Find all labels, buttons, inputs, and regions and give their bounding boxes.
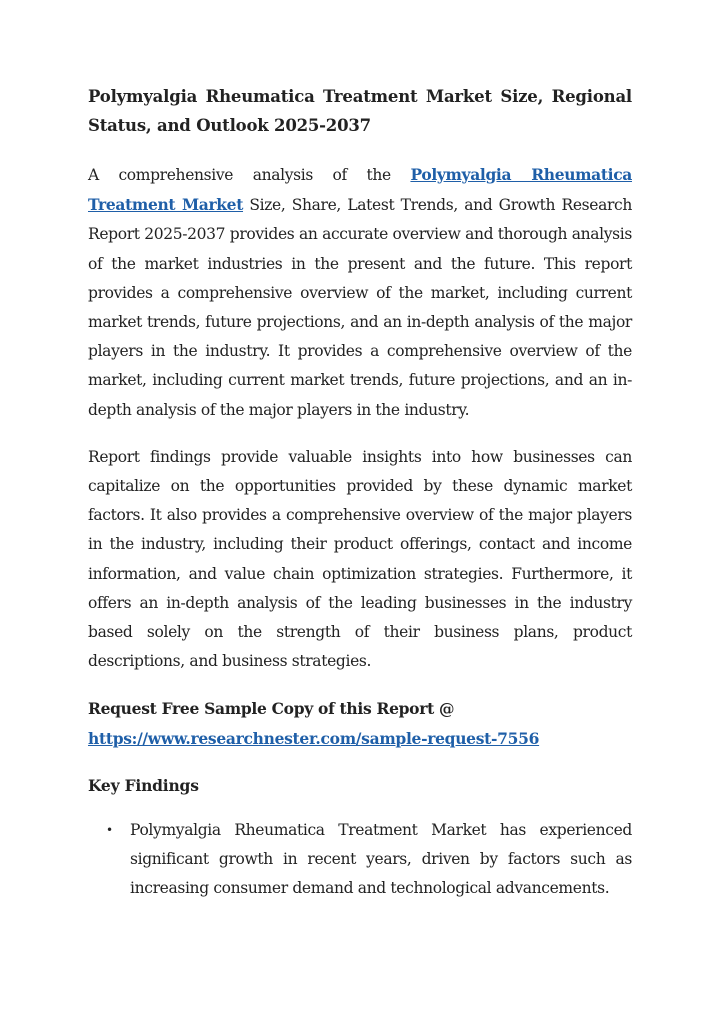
document-title: Polymyalgia Rheumatica Treatment Market Size, Regional Status, and Outlook 2025-2037 (88, 87, 632, 135)
bullet-icon: • (106, 822, 113, 837)
sample-request-link[interactable]: https://www.researchnester.com/sample-request-7556 (88, 728, 540, 748)
findings-paragraph: Report findings provide valuable insights into how businesses can capitalize on the opportunities provided by these dynamic market factors. It also provides a comprehensive overview of the major players in the industry, including their product offerings, contact and income information, and value chain optimization strategies. Furthermore, it offers an in-depth analysis of the leading businesses in the industry based solely on the strength of their business plans, product descriptions, and business strategies. (88, 447, 632, 671)
key-findings-heading: Key Findings (88, 775, 199, 795)
sample-request-label: Request Free Sample Copy of this Report @ (88, 699, 455, 719)
sample-request (88, 694, 632, 752)
intro-suffix: Size, Share, Latest Trends, and Growth Research Report 2025-2037 provides an accurate overview and thorough analysis of the market industries in the present and the future. This report provides a comprehensive overview of the market, including current market trends, future projections, and an in-depth analysis of the major players in the industry. It provides a comprehensive overview of the market, including current market trends, future projections, and an in-depth analysis of the major players in the industry. (88, 196, 632, 419)
key-findings-list (88, 816, 632, 904)
list-item (106, 816, 632, 904)
intro-paragraph (88, 160, 632, 425)
document-page (88, 82, 632, 903)
intro-prefix: A comprehensive analysis of the (88, 166, 411, 184)
market-link[interactable]: Polymyalgia Rheumatica Treatment Market (88, 165, 632, 215)
list-item-text: Polymyalgia Rheumatica Treatment Market has experienced significant growth in recent years, driven by factors such as increasing consumer demand and technological advancements. (130, 820, 632, 898)
